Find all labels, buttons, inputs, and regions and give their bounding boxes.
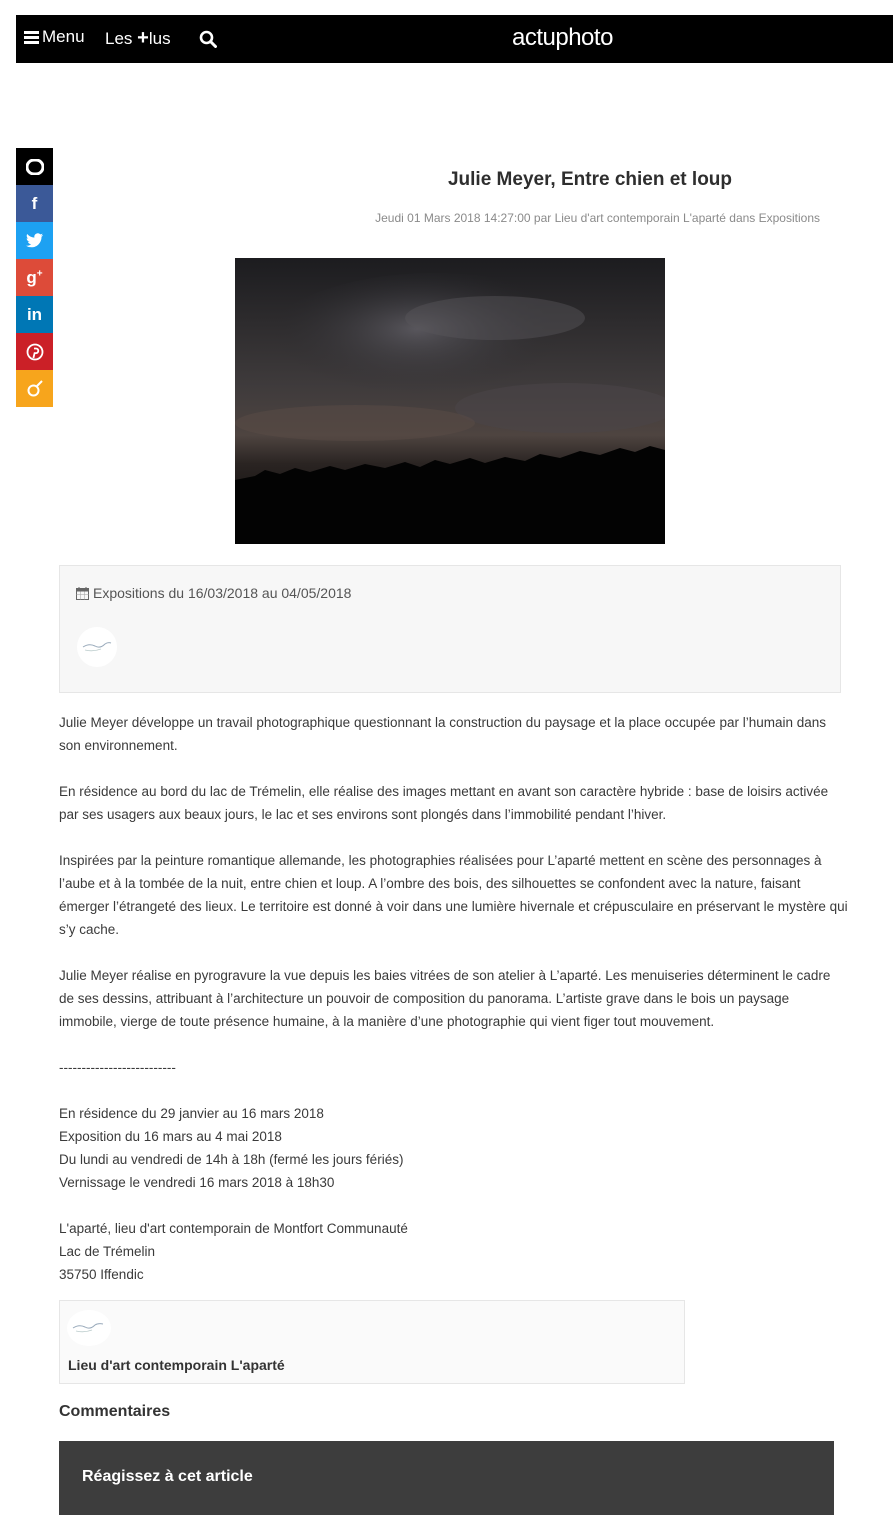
twitter-icon [26, 233, 44, 248]
address-line: Lac de Trémelin [59, 1244, 156, 1259]
body-paragraph: Julie Meyer développe un travail photographique questionnant la construction du paysage et la place occupée par l’humain dans son environnement. [59, 715, 827, 753]
article-title: Julie Meyer, Entre chien et loup [447, 169, 733, 190]
pinterest-icon [26, 343, 44, 361]
schedule-block [59, 1102, 849, 1194]
facebook-icon: f [31, 193, 38, 213]
author-box[interactable] [59, 1300, 685, 1384]
actuphoto-icon [26, 159, 44, 175]
facebook-share-button[interactable] [16, 185, 53, 222]
linkedin-share-button[interactable] [16, 296, 53, 333]
viadeo-share-button[interactable] [16, 370, 53, 407]
separator: -------------------------- [59, 1060, 176, 1075]
pinterest-share-button[interactable] [16, 333, 53, 370]
google-plus-share-button[interactable] [16, 259, 53, 296]
comments-heading: Commentaires [59, 1403, 171, 1420]
viadeo-icon [26, 380, 44, 398]
menu-button[interactable] [24, 27, 85, 47]
article-body [59, 711, 849, 1286]
twitter-share-button[interactable] [16, 222, 53, 259]
top-nav-bar [16, 15, 893, 63]
plus-icon: + [137, 27, 149, 49]
react-to-article-button[interactable] [59, 1441, 834, 1515]
author-name[interactable]: Lieu d'art contemporain L'aparté [68, 1357, 285, 1373]
schedule-line: Exposition du 16 mars au 4 mai 2018 [59, 1129, 282, 1144]
calendar-icon [76, 587, 89, 600]
schedule-line: Vernissage le vendredi 16 mars 2018 à 18h30 [59, 1175, 335, 1190]
les-plus-lus-button[interactable] [105, 27, 171, 50]
linkedin-icon: in [26, 304, 43, 324]
article-photo[interactable] [235, 258, 665, 544]
share-sidebar [16, 148, 53, 407]
exposition-info-box [59, 565, 841, 693]
exposition-dates [76, 585, 351, 601]
article-meta: Jeudi 01 Mars 2018 14:27:00 par Lieu d'art contemporain L'aparté dans Expositions [375, 211, 820, 225]
search-icon[interactable] [199, 30, 217, 48]
venue-logo[interactable] [77, 627, 117, 667]
address-line: 35750 Iffendic [59, 1267, 144, 1282]
hamburger-icon [24, 31, 39, 44]
schedule-line: En résidence du 29 janvier au 16 mars 2018 [59, 1106, 324, 1121]
react-label: Réagissez à cet article [82, 1468, 253, 1485]
body-paragraph: En résidence au bord du lac de Trémelin, elle réalise des images mettant en avant son caractère hybride : base de loisirs activée par ses usagers aux beaux jours, le lac et ses environs sont plongés dans l’immobilité pendant l’hiver. [59, 784, 829, 822]
address-block [59, 1217, 849, 1286]
les-plus-prefix: Les [105, 29, 133, 48]
body-paragraph: Inspirées par la peinture romantique allemande, les photographies réalisées pour L’aparté mettent en scène des personnages à l’aube et à la tombée de la nuit, entre chien et loup. A l’ombre des bois, des silhouettes se confondent avec la nature, faisant émerger l’étrangeté des lieux. Le territoire est donné à voir dans une lumière hivernale et crépusculaire en préservant le mystère qui s’y cache. [59, 853, 848, 937]
author-avatar[interactable] [67, 1310, 111, 1346]
google-plus-icon: g+ [26, 267, 43, 287]
body-paragraph: Julie Meyer réalise en pyrogravure la vue depuis les baies vitrées de son atelier à L’aparté. Les menuiseries déterminent le cadre de ses dessins, attribuant à l’architecture un pouvoir de composition du panorama. L’artiste grave dans le bois un paysage immobile, vierge de toute présence humaine, à la manière d’une photographie qui vient figer tout mouvement. [59, 968, 831, 1029]
exposition-dates-text: Expositions du 16/03/2018 au 04/05/2018 [93, 585, 352, 601]
actuphoto-share-button[interactable] [16, 148, 53, 185]
les-plus-suffix: lus [148, 29, 171, 48]
site-logo[interactable]: actuphoto [512, 24, 613, 51]
address-line: L'aparté, lieu d'art contemporain de Montfort Communauté [59, 1221, 408, 1236]
schedule-line: Du lundi au vendredi de 14h à 18h (fermé les jours fériés) [59, 1152, 404, 1167]
menu-label: Menu [42, 27, 85, 46]
